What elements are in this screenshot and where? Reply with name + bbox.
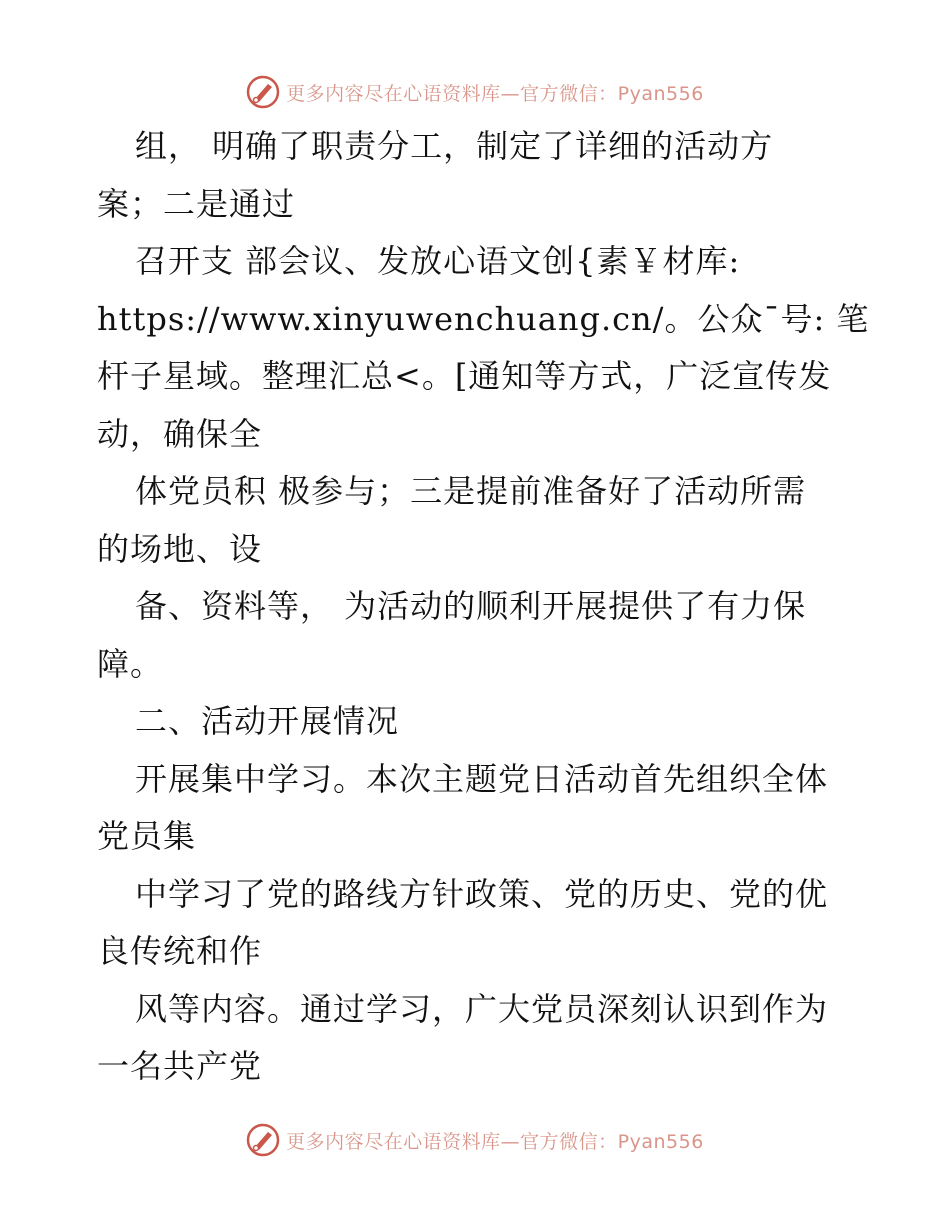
text-line: 开展集中学习。本次主题党日活动首先组织全体 (135, 759, 829, 798)
section-heading: 二、活动开展情况 (135, 702, 400, 740)
pen-seal-icon (246, 75, 280, 109)
text-line: 的场地、设 (97, 529, 263, 568)
text-line: 杆子星域。整理汇总<。[通知等方式，广泛宣传发 (97, 357, 832, 395)
text-line: 体党员积 极参与；三是提前准备好了活动所需 (135, 472, 807, 510)
text-line: 良传统和作 (97, 932, 263, 970)
text-line: 风等内容。通过学习，广大党员深刻认识到作为 (135, 989, 829, 1028)
text-line: 党员集 (97, 817, 197, 855)
text-line: 案；二是通过 (97, 184, 296, 223)
document-body (97, 118, 870, 1096)
text-line: 召开支 部会议、发放心语文创{素￥材库: (135, 242, 741, 280)
text-line: 一名共产党 (97, 1047, 263, 1085)
watermark-header (0, 72, 950, 112)
text-line: 组， 明确了职责分工，制定了详细的活动方 (135, 127, 774, 165)
text-line: 障。 (97, 644, 164, 683)
watermark-footer (0, 1120, 950, 1160)
watermark-text: 更多内容尽在心语资料库—官方微信：Pyan556 (286, 82, 704, 105)
text-line: 备、资料等， 为活动的顺利开展提供了有力保 (135, 587, 807, 625)
text-line: 中学习了党的路线方针政策、党的历史、党的优 (135, 874, 829, 913)
watermark-text: 更多内容尽在心语资料库—官方微信：Pyan556 (286, 1130, 704, 1153)
pen-seal-icon (246, 1123, 280, 1157)
text-line: https://www.xinyuwenchuang.cn/。公众¯号: 笔 (97, 299, 870, 338)
text-line: 动，确保全 (97, 414, 263, 453)
